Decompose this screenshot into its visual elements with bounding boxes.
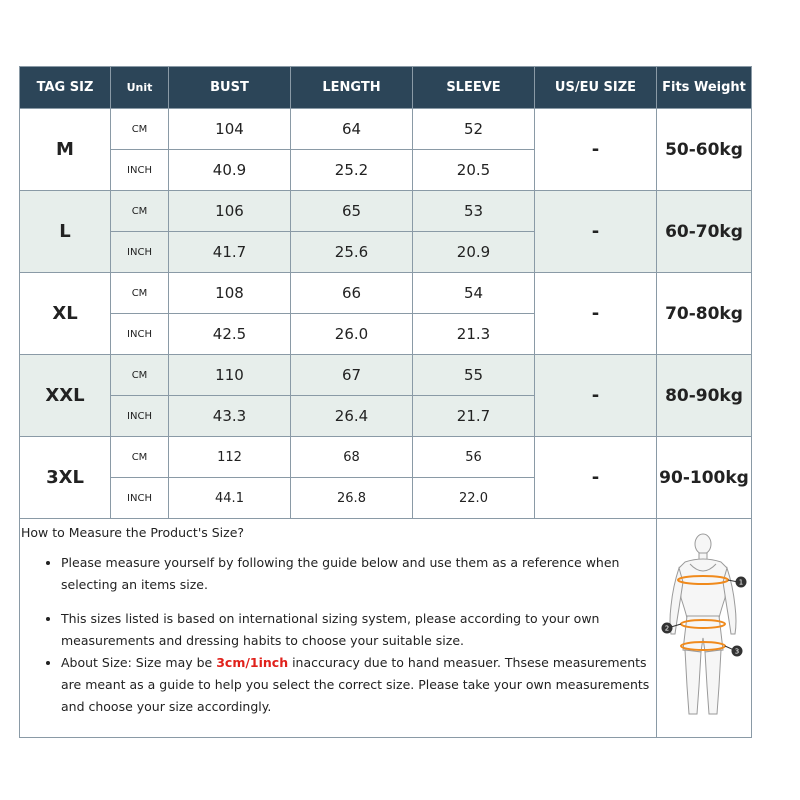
sleeve-cell: 22.0 [413, 478, 535, 519]
us-eu-size-cell: - [535, 273, 657, 355]
bust-cell: 108 [169, 273, 291, 314]
header-length: LENGTH [291, 67, 413, 109]
table-row [20, 273, 752, 314]
sleeve-cell: 20.9 [413, 232, 535, 273]
length-cell: 26.0 [291, 314, 413, 355]
sleeve-cell: 53 [413, 191, 535, 232]
unit-cell: INCH [111, 314, 169, 355]
unit-cell: INCH [111, 396, 169, 437]
size-tag-xl: XL [20, 273, 111, 355]
unit-cell: CM [111, 437, 169, 478]
marker-2: 2 [664, 624, 670, 633]
accuracy-highlight: 3cm/1inch [216, 655, 289, 670]
size-tag-xxl: XXL [20, 355, 111, 437]
guide-title: How to Measure the Product's Size? [21, 525, 245, 540]
sleeve-cell: 52 [413, 109, 535, 150]
guide-list [21, 552, 656, 718]
length-cell: 67 [291, 355, 413, 396]
body-measurement-figure-icon [657, 526, 751, 726]
table-row [20, 437, 752, 478]
size-tag-l: L [20, 191, 111, 273]
bust-cell: 44.1 [169, 478, 291, 519]
table-row [20, 191, 752, 232]
guide-bullet [61, 652, 656, 718]
length-cell: 26.4 [291, 396, 413, 437]
unit-cell: INCH [111, 478, 169, 519]
bust-cell: 104 [169, 109, 291, 150]
unit-cell: CM [111, 191, 169, 232]
length-cell: 26.8 [291, 478, 413, 519]
bust-cell: 42.5 [169, 314, 291, 355]
unit-cell: CM [111, 355, 169, 396]
length-cell: 66 [291, 273, 413, 314]
unit-cell: INCH [111, 150, 169, 191]
fits-weight-cell: 90-100kg [657, 437, 752, 519]
fits-weight-cell: 60-70kg [657, 191, 752, 273]
unit-cell: INCH [111, 232, 169, 273]
size-chart-table [19, 66, 752, 738]
bust-cell: 106 [169, 191, 291, 232]
fits-weight-cell: 70-80kg [657, 273, 752, 355]
header-fits-weight: Fits Weight [657, 67, 752, 109]
us-eu-size-cell: - [535, 355, 657, 437]
bust-cell: 112 [169, 437, 291, 478]
guide-text: inaccuracy due to hand measuer. Thsese measurements are meant as a guide to help you select the correct size. Please take your own measurements and choose your size accordingly. [61, 655, 650, 714]
guide-bullet: • Please measure yourself by following the guide below and use them as a reference when selecting an items size. [61, 552, 656, 596]
bust-cell: 40.9 [169, 150, 291, 191]
figure-cell [657, 519, 752, 738]
sleeve-cell: 54 [413, 273, 535, 314]
guide-bullet: • This sizes listed is based on international sizing system, please according to your own measurements and dressing habits to choose your suitable size. [61, 608, 656, 652]
bust-cell: 110 [169, 355, 291, 396]
fits-weight-cell: 50-60kg [657, 109, 752, 191]
fits-weight-cell: 80-90kg [657, 355, 752, 437]
us-eu-size-cell: - [535, 437, 657, 519]
unit-cell: CM [111, 273, 169, 314]
sleeve-cell: 20.5 [413, 150, 535, 191]
us-eu-size-cell: - [535, 191, 657, 273]
table-row [20, 355, 752, 396]
sleeve-cell: 21.7 [413, 396, 535, 437]
guide-text: About Size: Size may be [61, 655, 217, 670]
sleeve-cell: 56 [413, 437, 535, 478]
header-tag-size: TAG SIZ [20, 67, 111, 109]
unit-cell: CM [111, 109, 169, 150]
marker-3: 3 [734, 647, 740, 656]
size-tag-3xl: 3XL [20, 437, 111, 519]
measure-guide-row [20, 519, 752, 738]
length-cell: 68 [291, 437, 413, 478]
bust-cell: 43.3 [169, 396, 291, 437]
header-unit: Unit [111, 67, 169, 109]
header-row [20, 67, 752, 109]
sleeve-cell: 55 [413, 355, 535, 396]
header-bust: BUST [169, 67, 291, 109]
length-cell: 64 [291, 109, 413, 150]
bust-cell: 41.7 [169, 232, 291, 273]
header-us-eu-size: US/EU SIZE [535, 67, 657, 109]
length-cell: 25.6 [291, 232, 413, 273]
marker-1: 1 [738, 578, 744, 587]
size-tag-m: M [20, 109, 111, 191]
length-cell: 65 [291, 191, 413, 232]
header-sleeve: SLEEVE [413, 67, 535, 109]
us-eu-size-cell: - [535, 109, 657, 191]
length-cell: 25.2 [291, 150, 413, 191]
measure-guide [20, 519, 657, 738]
sleeve-cell: 21.3 [413, 314, 535, 355]
table-row [20, 109, 752, 150]
